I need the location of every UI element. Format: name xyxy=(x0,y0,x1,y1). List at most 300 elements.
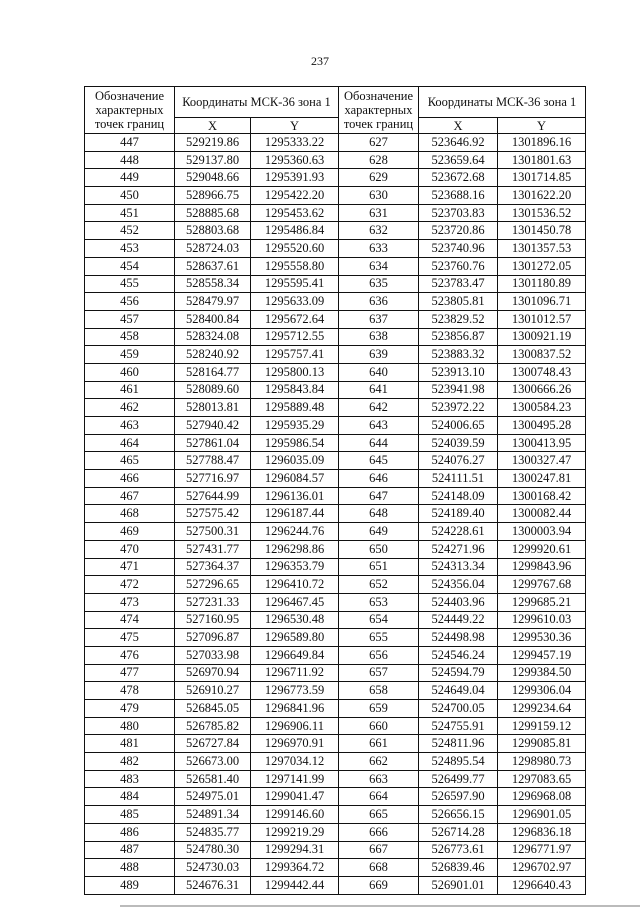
y-right-cell: 1299685.21 xyxy=(498,593,586,611)
point-right-cell: 639 xyxy=(339,346,419,364)
point-right-cell: 661 xyxy=(339,735,419,753)
x-left-cell: 527788.47 xyxy=(175,452,251,470)
table-row xyxy=(85,806,586,824)
y-right-cell: 1300082.44 xyxy=(498,505,586,523)
point-right-cell: 638 xyxy=(339,328,419,346)
x-left-cell: 527364.37 xyxy=(175,558,251,576)
point-left-cell: 481 xyxy=(85,735,175,753)
y-left-cell: 1295333.22 xyxy=(251,134,339,152)
point-right-cell: 646 xyxy=(339,470,419,488)
table-row xyxy=(85,169,586,187)
x-right-cell: 523703.83 xyxy=(419,204,498,222)
y-right-cell: 1301801.63 xyxy=(498,151,586,169)
point-left-cell: 461 xyxy=(85,381,175,399)
y-right-cell: 1300748.43 xyxy=(498,363,586,381)
x-right-cell: 524076.27 xyxy=(419,452,498,470)
y-right-cell: 1300921.19 xyxy=(498,328,586,346)
y-left-cell: 1296353.79 xyxy=(251,558,339,576)
y-left-cell: 1296084.57 xyxy=(251,470,339,488)
designation-header-left: Обозначение характерных точек границ xyxy=(85,87,175,134)
x-right-cell: 523783.47 xyxy=(419,275,498,293)
y-left-cell: 1296711.92 xyxy=(251,664,339,682)
table-row xyxy=(85,576,586,594)
y-right-cell: 1296968.08 xyxy=(498,788,586,806)
y-header-right: Y xyxy=(498,118,586,134)
x-left-cell: 527231.33 xyxy=(175,593,251,611)
point-right-cell: 637 xyxy=(339,310,419,328)
point-right-cell: 642 xyxy=(339,399,419,417)
x-right-cell: 523883.32 xyxy=(419,346,498,364)
y-right-cell: 1300247.81 xyxy=(498,470,586,488)
table-row xyxy=(85,505,586,523)
y-right-cell: 1301012.57 xyxy=(498,310,586,328)
table-row xyxy=(85,735,586,753)
table-row xyxy=(85,540,586,558)
y-left-cell: 1295633.09 xyxy=(251,293,339,311)
table-row xyxy=(85,876,586,894)
point-left-cell: 472 xyxy=(85,576,175,594)
y-left-cell: 1299442.44 xyxy=(251,876,339,894)
table-row xyxy=(85,310,586,328)
point-right-cell: 641 xyxy=(339,381,419,399)
y-right-cell: 1300666.26 xyxy=(498,381,586,399)
point-right-cell: 662 xyxy=(339,753,419,771)
x-left-cell: 527644.99 xyxy=(175,487,251,505)
point-right-cell: 655 xyxy=(339,629,419,647)
y-left-cell: 1295422.20 xyxy=(251,187,339,205)
y-left-cell: 1296649.84 xyxy=(251,646,339,664)
point-left-cell: 483 xyxy=(85,770,175,788)
point-right-cell: 633 xyxy=(339,240,419,258)
y-left-cell: 1297034.12 xyxy=(251,753,339,771)
x-left-cell: 527716.97 xyxy=(175,470,251,488)
point-right-cell: 627 xyxy=(339,134,419,152)
x-right-cell: 524649.04 xyxy=(419,682,498,700)
table-row xyxy=(85,328,586,346)
point-right-cell: 644 xyxy=(339,434,419,452)
y-right-cell: 1299457.19 xyxy=(498,646,586,664)
page-number: 237 xyxy=(311,54,329,68)
point-left-cell: 484 xyxy=(85,788,175,806)
coordinates-table xyxy=(84,86,586,895)
point-right-cell: 663 xyxy=(339,770,419,788)
y-left-cell: 1296589.80 xyxy=(251,629,339,647)
x-left-cell: 528966.75 xyxy=(175,187,251,205)
y-right-cell: 1300327.47 xyxy=(498,452,586,470)
y-left-cell: 1296244.76 xyxy=(251,523,339,541)
point-right-cell: 630 xyxy=(339,187,419,205)
table-row xyxy=(85,753,586,771)
y-right-cell: 1299384.50 xyxy=(498,664,586,682)
x-right-cell: 524111.51 xyxy=(419,470,498,488)
table-row xyxy=(85,611,586,629)
table-row xyxy=(85,558,586,576)
x-left-cell: 528013.81 xyxy=(175,399,251,417)
x-right-cell: 523720.86 xyxy=(419,222,498,240)
y-right-cell: 1300168.42 xyxy=(498,487,586,505)
bottom-rule xyxy=(120,905,640,907)
table-row xyxy=(85,346,586,364)
y-right-cell: 1299234.64 xyxy=(498,700,586,718)
point-left-cell: 458 xyxy=(85,328,175,346)
x-left-cell: 527500.31 xyxy=(175,523,251,541)
point-left-cell: 475 xyxy=(85,629,175,647)
y-right-cell: 1301357.53 xyxy=(498,240,586,258)
point-left-cell: 467 xyxy=(85,487,175,505)
point-right-cell: 654 xyxy=(339,611,419,629)
y-left-cell: 1295672.64 xyxy=(251,310,339,328)
y-right-cell: 1297083.65 xyxy=(498,770,586,788)
y-right-cell: 1300837.52 xyxy=(498,346,586,364)
x-left-cell: 528400.84 xyxy=(175,310,251,328)
point-right-cell: 651 xyxy=(339,558,419,576)
y-right-cell: 1301714.85 xyxy=(498,169,586,187)
point-right-cell: 629 xyxy=(339,169,419,187)
y-left-cell: 1295486.84 xyxy=(251,222,339,240)
y-left-cell: 1296136.01 xyxy=(251,487,339,505)
y-left-cell: 1295986.54 xyxy=(251,434,339,452)
x-right-cell: 524498.98 xyxy=(419,629,498,647)
x-left-cell: 529219.86 xyxy=(175,134,251,152)
point-left-cell: 471 xyxy=(85,558,175,576)
table-row xyxy=(85,770,586,788)
x-left-cell: 527096.87 xyxy=(175,629,251,647)
x-right-cell: 526714.28 xyxy=(419,823,498,841)
x-right-cell: 524403.96 xyxy=(419,593,498,611)
x-left-cell: 529048.66 xyxy=(175,169,251,187)
x-right-cell: 524546.24 xyxy=(419,646,498,664)
x-left-cell: 527296.65 xyxy=(175,576,251,594)
x-left-cell: 524835.77 xyxy=(175,823,251,841)
x-right-cell: 523688.16 xyxy=(419,187,498,205)
x-right-cell: 524811.96 xyxy=(419,735,498,753)
x-left-cell: 527431.77 xyxy=(175,540,251,558)
point-right-cell: 669 xyxy=(339,876,419,894)
y-left-cell: 1296298.86 xyxy=(251,540,339,558)
designation-header-right: Обозначение характерных точек границ xyxy=(339,87,419,134)
point-left-cell: 459 xyxy=(85,346,175,364)
y-right-cell: 1299306.04 xyxy=(498,682,586,700)
y-left-cell: 1297141.99 xyxy=(251,770,339,788)
y-right-cell: 1301272.05 xyxy=(498,257,586,275)
point-right-cell: 666 xyxy=(339,823,419,841)
x-left-cell: 526673.00 xyxy=(175,753,251,771)
y-left-cell: 1295712.55 xyxy=(251,328,339,346)
point-right-cell: 631 xyxy=(339,204,419,222)
point-left-cell: 487 xyxy=(85,841,175,859)
point-right-cell: 634 xyxy=(339,257,419,275)
point-right-cell: 665 xyxy=(339,806,419,824)
x-right-cell: 523646.92 xyxy=(419,134,498,152)
y-left-cell: 1299041.47 xyxy=(251,788,339,806)
point-left-cell: 470 xyxy=(85,540,175,558)
table-row xyxy=(85,664,586,682)
table-row xyxy=(85,646,586,664)
x-right-cell: 526901.01 xyxy=(419,876,498,894)
y-left-cell: 1295889.48 xyxy=(251,399,339,417)
point-right-cell: 643 xyxy=(339,417,419,435)
point-left-cell: 474 xyxy=(85,611,175,629)
y-right-cell: 1301180.89 xyxy=(498,275,586,293)
x-right-cell: 526656.15 xyxy=(419,806,498,824)
point-left-cell: 453 xyxy=(85,240,175,258)
x-left-cell: 527940.42 xyxy=(175,417,251,435)
table-row xyxy=(85,204,586,222)
x-right-cell: 524271.96 xyxy=(419,540,498,558)
point-right-cell: 652 xyxy=(339,576,419,594)
point-right-cell: 645 xyxy=(339,452,419,470)
x-right-cell: 523972.22 xyxy=(419,399,498,417)
table-row xyxy=(85,151,586,169)
x-right-cell: 523760.76 xyxy=(419,257,498,275)
point-left-cell: 469 xyxy=(85,523,175,541)
y-left-cell: 1296410.72 xyxy=(251,576,339,594)
y-left-cell: 1295391.93 xyxy=(251,169,339,187)
point-left-cell: 473 xyxy=(85,593,175,611)
table-row xyxy=(85,240,586,258)
point-left-cell: 465 xyxy=(85,452,175,470)
y-right-cell: 1296901.05 xyxy=(498,806,586,824)
y-right-cell: 1299530.36 xyxy=(498,629,586,647)
table-row xyxy=(85,523,586,541)
x-left-cell: 524975.01 xyxy=(175,788,251,806)
x-right-cell: 524313.34 xyxy=(419,558,498,576)
table-row xyxy=(85,823,586,841)
x-left-cell: 527575.42 xyxy=(175,505,251,523)
x-right-cell: 523829.52 xyxy=(419,310,498,328)
table-row xyxy=(85,452,586,470)
y-right-cell: 1299085.81 xyxy=(498,735,586,753)
y-right-cell: 1300495.28 xyxy=(498,417,586,435)
y-left-cell: 1295757.41 xyxy=(251,346,339,364)
y-left-cell: 1296906.11 xyxy=(251,717,339,735)
x-header-left: X xyxy=(175,118,251,134)
x-left-cell: 526581.40 xyxy=(175,770,251,788)
point-left-cell: 456 xyxy=(85,293,175,311)
y-left-cell: 1295558.80 xyxy=(251,257,339,275)
point-left-cell: 480 xyxy=(85,717,175,735)
point-left-cell: 454 xyxy=(85,257,175,275)
table-row xyxy=(85,399,586,417)
x-left-cell: 528637.61 xyxy=(175,257,251,275)
table-row xyxy=(85,134,586,152)
x-left-cell: 524676.31 xyxy=(175,876,251,894)
x-left-cell: 528240.92 xyxy=(175,346,251,364)
point-left-cell: 457 xyxy=(85,310,175,328)
point-right-cell: 640 xyxy=(339,363,419,381)
x-left-cell: 526845.05 xyxy=(175,700,251,718)
point-left-cell: 466 xyxy=(85,470,175,488)
y-left-cell: 1295843.84 xyxy=(251,381,339,399)
x-right-cell: 523740.96 xyxy=(419,240,498,258)
point-left-cell: 447 xyxy=(85,134,175,152)
y-right-cell: 1300584.23 xyxy=(498,399,586,417)
x-left-cell: 524730.03 xyxy=(175,859,251,877)
y-left-cell: 1296773.59 xyxy=(251,682,339,700)
point-left-cell: 476 xyxy=(85,646,175,664)
point-left-cell: 485 xyxy=(85,806,175,824)
x-left-cell: 527033.98 xyxy=(175,646,251,664)
x-right-cell: 526499.77 xyxy=(419,770,498,788)
y-right-cell: 1299843.96 xyxy=(498,558,586,576)
point-left-cell: 450 xyxy=(85,187,175,205)
point-right-cell: 650 xyxy=(339,540,419,558)
x-left-cell: 528164.77 xyxy=(175,363,251,381)
point-left-cell: 449 xyxy=(85,169,175,187)
point-left-cell: 486 xyxy=(85,823,175,841)
point-left-cell: 462 xyxy=(85,399,175,417)
y-header-left: Y xyxy=(251,118,339,134)
point-right-cell: 635 xyxy=(339,275,419,293)
point-right-cell: 653 xyxy=(339,593,419,611)
x-right-cell: 524594.79 xyxy=(419,664,498,682)
x-right-cell: 526597.90 xyxy=(419,788,498,806)
table-row xyxy=(85,470,586,488)
point-right-cell: 649 xyxy=(339,523,419,541)
y-left-cell: 1299146.60 xyxy=(251,806,339,824)
x-header-right: X xyxy=(419,118,498,134)
y-left-cell: 1299219.29 xyxy=(251,823,339,841)
y-right-cell: 1296771.97 xyxy=(498,841,586,859)
x-left-cell: 527861.04 xyxy=(175,434,251,452)
point-right-cell: 632 xyxy=(339,222,419,240)
table-row xyxy=(85,717,586,735)
y-left-cell: 1296530.48 xyxy=(251,611,339,629)
x-right-cell: 526839.46 xyxy=(419,859,498,877)
point-right-cell: 664 xyxy=(339,788,419,806)
y-right-cell: 1298980.73 xyxy=(498,753,586,771)
x-right-cell: 523672.68 xyxy=(419,169,498,187)
point-left-cell: 479 xyxy=(85,700,175,718)
point-right-cell: 647 xyxy=(339,487,419,505)
point-left-cell: 477 xyxy=(85,664,175,682)
point-left-cell: 464 xyxy=(85,434,175,452)
x-right-cell: 524189.40 xyxy=(419,505,498,523)
x-right-cell: 524700.05 xyxy=(419,700,498,718)
point-right-cell: 658 xyxy=(339,682,419,700)
x-right-cell: 523856.87 xyxy=(419,328,498,346)
point-right-cell: 667 xyxy=(339,841,419,859)
point-right-cell: 628 xyxy=(339,151,419,169)
point-left-cell: 460 xyxy=(85,363,175,381)
table-row xyxy=(85,222,586,240)
table-row xyxy=(85,187,586,205)
point-right-cell: 668 xyxy=(339,859,419,877)
table-row xyxy=(85,682,586,700)
table-row xyxy=(85,363,586,381)
x-left-cell: 528479.97 xyxy=(175,293,251,311)
point-right-cell: 657 xyxy=(339,664,419,682)
y-left-cell: 1295453.62 xyxy=(251,204,339,222)
y-left-cell: 1296467.45 xyxy=(251,593,339,611)
x-left-cell: 528724.03 xyxy=(175,240,251,258)
x-right-cell: 523805.81 xyxy=(419,293,498,311)
x-left-cell: 526970.94 xyxy=(175,664,251,682)
y-left-cell: 1295360.63 xyxy=(251,151,339,169)
coords-header-left: Координаты МСК-36 зона 1 xyxy=(175,87,339,118)
y-right-cell: 1301622.20 xyxy=(498,187,586,205)
point-right-cell: 660 xyxy=(339,717,419,735)
y-right-cell: 1301536.52 xyxy=(498,204,586,222)
x-left-cell: 526727.84 xyxy=(175,735,251,753)
table-row xyxy=(85,487,586,505)
table-row xyxy=(85,417,586,435)
x-right-cell: 523913.10 xyxy=(419,363,498,381)
y-left-cell: 1295520.60 xyxy=(251,240,339,258)
x-right-cell: 524039.59 xyxy=(419,434,498,452)
y-right-cell: 1299159.12 xyxy=(498,717,586,735)
x-right-cell: 523659.64 xyxy=(419,151,498,169)
y-right-cell: 1300003.94 xyxy=(498,523,586,541)
y-right-cell: 1301896.16 xyxy=(498,134,586,152)
x-right-cell: 524228.61 xyxy=(419,523,498,541)
table-row xyxy=(85,293,586,311)
table-row xyxy=(85,629,586,647)
point-left-cell: 489 xyxy=(85,876,175,894)
table-row xyxy=(85,257,586,275)
y-left-cell: 1296035.09 xyxy=(251,452,339,470)
coords-header-right: Координаты МСК-36 зона 1 xyxy=(419,87,586,118)
y-right-cell: 1299920.61 xyxy=(498,540,586,558)
x-left-cell: 528558.34 xyxy=(175,275,251,293)
table-row xyxy=(85,434,586,452)
y-right-cell: 1301450.78 xyxy=(498,222,586,240)
point-left-cell: 478 xyxy=(85,682,175,700)
y-left-cell: 1296187.44 xyxy=(251,505,339,523)
x-left-cell: 529137.80 xyxy=(175,151,251,169)
y-right-cell: 1296640.43 xyxy=(498,876,586,894)
y-left-cell: 1299294.31 xyxy=(251,841,339,859)
point-right-cell: 648 xyxy=(339,505,419,523)
x-left-cell: 528089.60 xyxy=(175,381,251,399)
y-right-cell: 1296836.18 xyxy=(498,823,586,841)
x-left-cell: 528885.68 xyxy=(175,204,251,222)
x-left-cell: 528803.68 xyxy=(175,222,251,240)
point-left-cell: 448 xyxy=(85,151,175,169)
table-row xyxy=(85,381,586,399)
x-right-cell: 526773.61 xyxy=(419,841,498,859)
point-left-cell: 452 xyxy=(85,222,175,240)
point-right-cell: 656 xyxy=(339,646,419,664)
point-right-cell: 636 xyxy=(339,293,419,311)
x-left-cell: 524780.30 xyxy=(175,841,251,859)
y-right-cell: 1299610.03 xyxy=(498,611,586,629)
point-right-cell: 659 xyxy=(339,700,419,718)
x-right-cell: 524356.04 xyxy=(419,576,498,594)
point-left-cell: 451 xyxy=(85,204,175,222)
y-right-cell: 1300413.95 xyxy=(498,434,586,452)
y-right-cell: 1299767.68 xyxy=(498,576,586,594)
y-left-cell: 1296970.91 xyxy=(251,735,339,753)
x-right-cell: 524148.09 xyxy=(419,487,498,505)
table-body xyxy=(85,134,586,895)
y-left-cell: 1295595.41 xyxy=(251,275,339,293)
y-left-cell: 1295935.29 xyxy=(251,417,339,435)
y-right-cell: 1301096.71 xyxy=(498,293,586,311)
x-right-cell: 524449.22 xyxy=(419,611,498,629)
table-row xyxy=(85,841,586,859)
x-left-cell: 528324.08 xyxy=(175,328,251,346)
x-right-cell: 524006.65 xyxy=(419,417,498,435)
point-left-cell: 463 xyxy=(85,417,175,435)
point-left-cell: 468 xyxy=(85,505,175,523)
x-left-cell: 524891.34 xyxy=(175,806,251,824)
x-left-cell: 526785.82 xyxy=(175,717,251,735)
y-left-cell: 1299364.72 xyxy=(251,859,339,877)
x-right-cell: 524895.54 xyxy=(419,753,498,771)
x-right-cell: 524755.91 xyxy=(419,717,498,735)
table-row xyxy=(85,700,586,718)
